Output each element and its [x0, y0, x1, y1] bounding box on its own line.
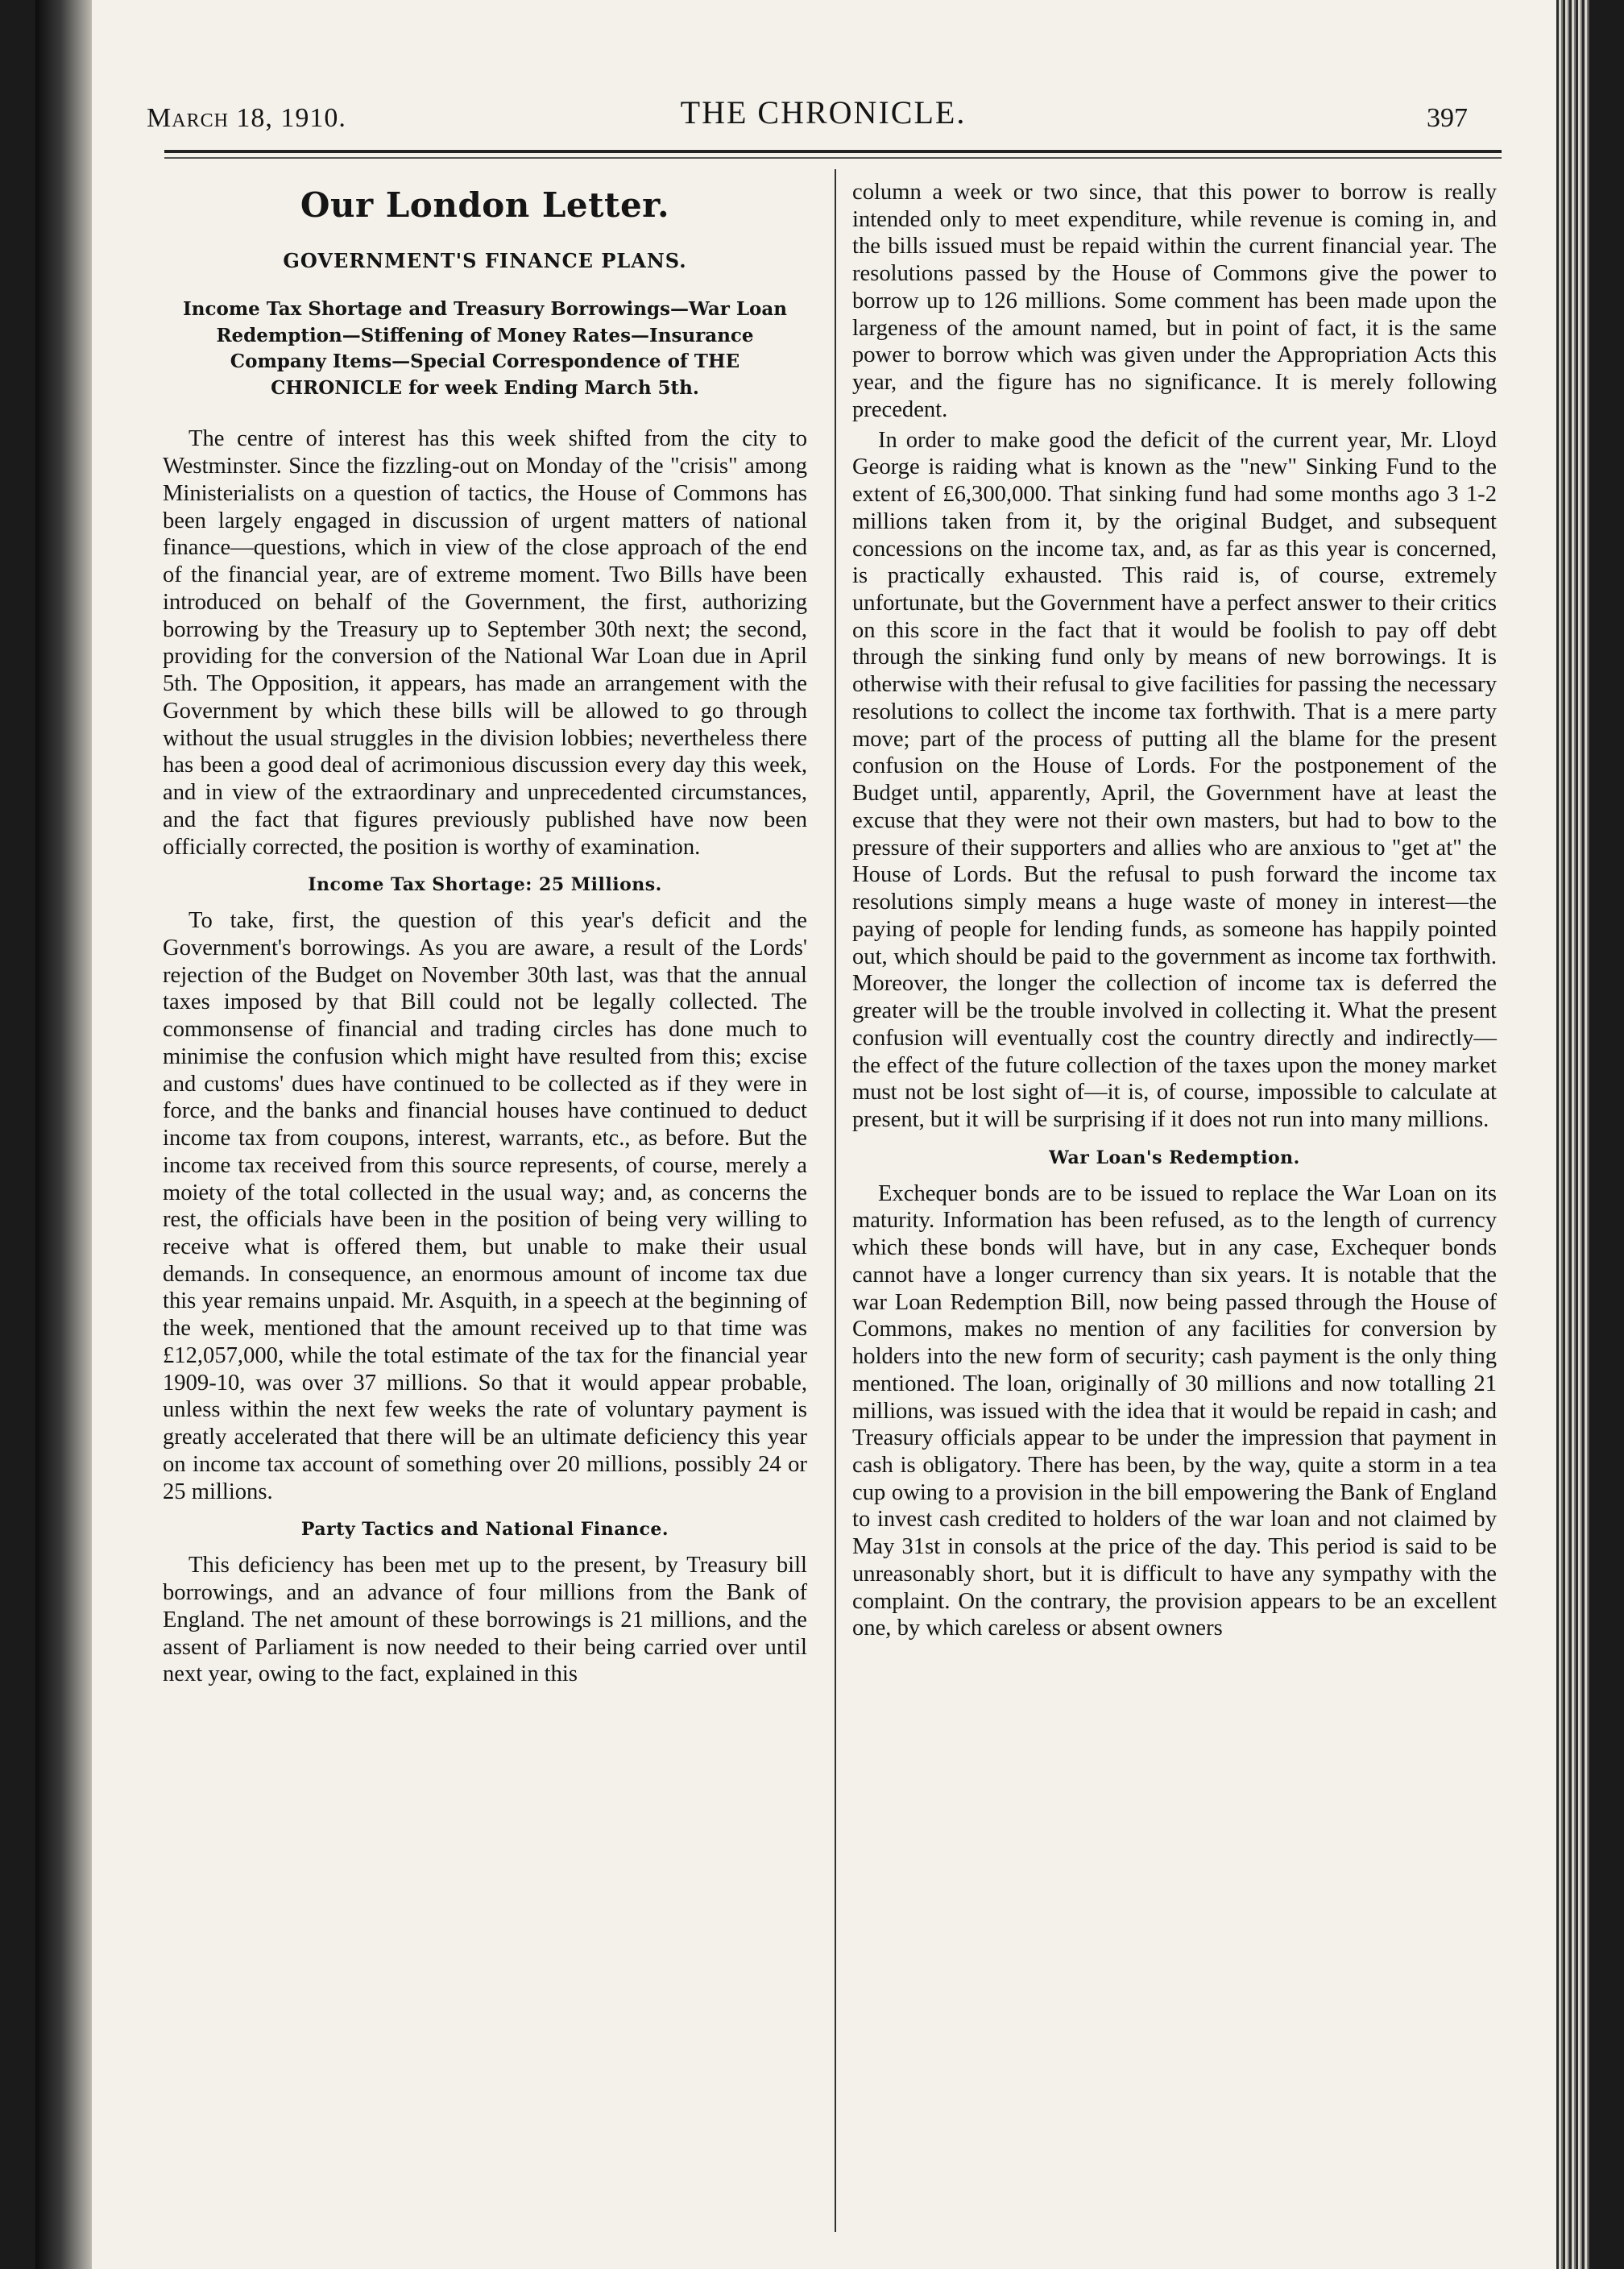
- header-rule-thick: [164, 150, 1502, 153]
- column-divider: [835, 169, 836, 2232]
- war-loan-paragraph: Exchequer bonds are to be issued to replace the War Loan on its maturity. Information has been refused, as to the length of currency which these bonds will have, but in any case, Exchequer bonds cannot have a longer currency than six years. It is notable that the war Loan Redemption Bill, now being passed through the House of Commons, makes no mention of any facilities for conversion by holders into the new form of security; cash payment is the only thing mentioned. The loan, originally of 30 millions and now totalling 21 millions, was issued with the idea that it would be repaid in cash; and Treasury officials appear to be under the impression that payment in cash is obligatory. There has been, by the way, quite a storm in a tea cup owing to a provision in the bill empowering the Bank of England to invest cash credited to holders of the war loan and not claimed by May 31st in consols at the price of the day. This period is said to be unreasonably short, but it is difficult to have any sympathy with the complaint. On the contrary, the provision appears to be an excellent one, by which careless or absent owners: [852, 1180, 1497, 1641]
- publication-title: THE CHRONICLE.: [680, 94, 967, 131]
- section-heading-party-tactics: Party Tactics and National Finance.: [300, 1519, 669, 1541]
- party-tactics-continuation: column a week or two since, that this power to borrow is really intended only to meet expenditure, while revenue is coming in, and the bills issued must be repaid within the current financial year. The resolutions passed by the House of Commons give the power to borrow up to 126 millions. Some comment has been made upon the largeness of the amount named, but in point of fact, it is the same power to borrow which was given under the Appropriation Acts this year, and the figure has no significance. It is merely following precedent.: [852, 180, 1497, 422]
- issue-date: March 18, 1910.: [147, 103, 346, 133]
- newspaper-page: [35, 0, 1590, 2269]
- article-deck: Income Tax Shortage and Treasury Borrowings—War Loan Redemption—Stiffening of Money Rates—Insurance Company Items—Special Correspondence of THE CHRONICLE for week Ending March 5th.: [183, 297, 787, 399]
- page-number: 397: [1427, 103, 1468, 133]
- left-column: [163, 179, 807, 2242]
- income-tax-paragraph: To take, first, the question of this year's deficit and the Government's borrowings. As you are aware, a result of the Lords' rejection of the Budget on November 30th last, was that the annual taxes imposed by that Bill could not be legally collected. The commonsense of financial and trading circles has done much to minimise the confusion which might have resulted from this; excise and customs' dues have continued to be collected as if they were in force, and the banks and financial houses have continued to deduct income tax from coupons, interest, warrants, etc., as before. But the income tax received from this source represents, of course, merely a moiety of the total collected in the usual way; and, as concerns the rest, the officials have been in the position of being very willing to receive what is offered them, but unable to make their usual demands. In consequence, an enormous amount of income tax due this year remains unpaid. Mr. Asquith, in a speech at the beginning of the week, mentioned that the amount received up to that time was £12,057,000, while the total estimate of the tax for the financial year 1909-10, was over 37 millions. So that it would appear probable, unless within the next few weeks the rate of voluntary payment is greatly accelerated that there will be an ultimate deficiency this year on income tax account of something over 20 millions, possibly 24 or 25 millions.: [163, 908, 807, 1504]
- section-heading-war-loan: War Loan's Redemption.: [1049, 1147, 1300, 1168]
- running-header: [147, 89, 1500, 137]
- page-edge-stack: [1556, 0, 1590, 2269]
- right-column: [852, 179, 1497, 2242]
- page-spine-shadow: [35, 0, 92, 2269]
- section-heading-income-tax: Income Tax Shortage: 25 Millions.: [308, 874, 662, 896]
- article-subtitle: GOVERNMENT'S FINANCE PLANS.: [283, 248, 687, 272]
- party-tactics-paragraph-2: In order to make good the deficit of the current year, Mr. Lloyd George is raiding what is known as the "new" Sinking Fund to the extent of £6,300,000. That sinking fund had some months ago 3 1-2 millions taken from it, by the original Budget, and subsequent concessions on the income tax, and, as far as this year is concerned, is practically exhausted. This raid is, of course, extremely unfortunate, but the Government have a perfect answer to their critics on this score in the fact that it would be foolish to pay off debt through the sinking fund only by means of new borrowings. It is otherwise with their refusal to give facilities for passing the necessary resolutions to collect the income tax forthwith. That is a mere party move; part of the process of putting all the blame for the present confusion on the House of Lords. For the postponement of the Budget until, apparently, April, the Government have at least the excuse that they were not their own masters, but had to bow to the pressure of their supporters and allies who are anxious to "get at" the House of Lords. But the refusal to push forward the income tax resolutions simply means a huge waste of money in interest—the paying of people for lending funds, as someone has happily pointed out, which should be paid to the government as income tax forthwith. Moreover, the longer the collection of income tax is deferred the greater will be the trouble involved in collecting it. What the present confusion will eventually cost the country directly and indirectly—the effect of the future collection of the taxes upon the money market must not be lost sight of—it is, of course, impossible to calculate at present, but it will be surprising if it does not run into many millions.: [852, 427, 1497, 1132]
- header-rule-thin: [164, 157, 1502, 159]
- party-tactics-paragraph-1: This deficiency has been met up to the present, by Treasury bill borrowings, and an advance of four millions from the Bank of England. The net amount of these borrowings is 21 millions, and the assent of Parliament is now needed to their being carried over until next year, owing to the fact, explained in this: [163, 1553, 807, 1687]
- intro-paragraph: The centre of interest has this week shifted from the city to Westminster. Since the fizzling-out on Monday of the "crisis" among Ministerialists on a question of tactics, the House of Commons has been largely engaged in discussion of urgent matters of national finance—questions, which in view of the close approach of the end of the financial year, are of extreme moment. Two Bills have been introduced on behalf of the Government, the first, authorizing borrowing by the Treasury up to September 30th next; the second, providing for the conversion of the National War Loan due in April 5th. The Opposition, it appears, has made an arrangement with the Government by which these bills will be allowed to go through without the usual struggles in the division lobbies; nevertheless there has been a good deal of acrimonious discussion every day this week, and in view of the extraordinary and unprecedented circumstances, and the fact that figures previously published have now been officially corrected, the position is worthy of examination.: [163, 426, 807, 860]
- article-title: Our London Letter.: [300, 185, 670, 225]
